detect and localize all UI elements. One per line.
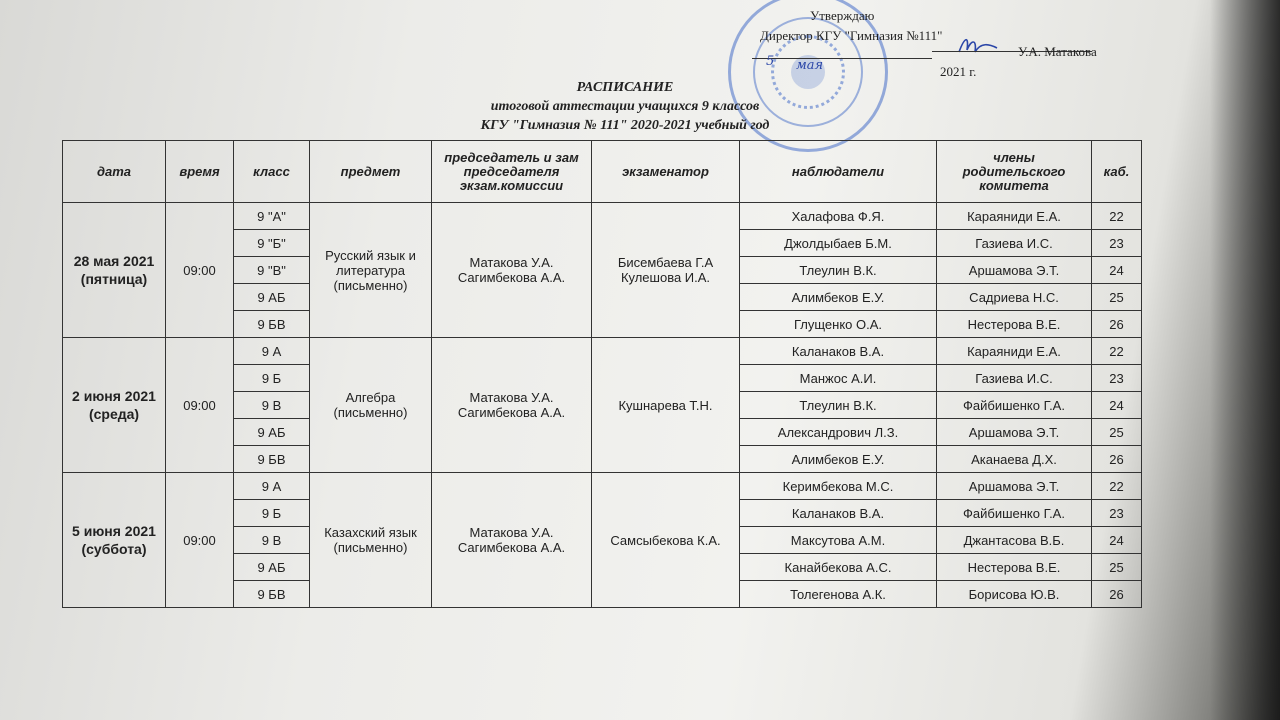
page-edge-shadow [1210,0,1280,720]
parent-committee-cell: Караяниди Е.А. [937,203,1092,230]
table-row [63,203,1142,230]
class-cell: 9 "Б" [234,230,310,257]
examiner-cell: Кушнарева Т.Н. [592,338,740,473]
class-cell: 9 АБ [234,284,310,311]
observer-cell: Тлеулин В.К. [740,392,937,419]
parent-committee-cell: Нестерова В.Е. [937,554,1092,581]
exam-time-cell: 09:00 [166,473,234,608]
observer-cell: Александрович Л.З. [740,419,937,446]
chair-cell: Матакова У.А. Сагимбекова А.А. [432,473,592,608]
room-cell: 24 [1092,392,1142,419]
parent-committee-cell: Джантасова В.Б. [937,527,1092,554]
observer-cell: Глущенко О.А. [740,311,937,338]
room-cell: 26 [1092,581,1142,608]
col-header-subject: предмет [310,141,432,203]
col-header-examiner: экзаменатор [592,141,740,203]
exam-date-cell: 5 июня 2021 (суббота) [63,473,166,608]
room-cell: 22 [1092,203,1142,230]
class-cell: 9 Б [234,500,310,527]
parent-committee-cell: Караяниди Е.А. [937,338,1092,365]
approve-label: Утверждаю [810,8,875,23]
observer-cell: Толегенова А.К. [740,581,937,608]
class-cell: 9 АБ [234,419,310,446]
observer-cell: Халафова Ф.Я. [740,203,937,230]
observer-cell: Манжос А.И. [740,365,937,392]
parent-committee-cell: Файбишенко Г.А. [937,392,1092,419]
table-header-row [63,141,1142,203]
room-cell: 23 [1092,500,1142,527]
class-cell: 9 БВ [234,311,310,338]
room-cell: 23 [1092,230,1142,257]
class-cell: 9 "В" [234,257,310,284]
subject-cell: Русский язык и литература (письменно) [310,203,432,338]
class-cell: 9 АБ [234,554,310,581]
document-subtitle: итоговой аттестации учащихся 9 классов [490,99,760,114]
room-cell: 26 [1092,311,1142,338]
class-cell: 9 "А" [234,203,310,230]
observer-cell: Тлеулин В.К. [740,257,937,284]
examiner-cell: Самсыбекова К.А. [592,473,740,608]
class-cell: 9 БВ [234,581,310,608]
date-line [752,58,932,59]
room-cell: 24 [1092,527,1142,554]
col-header-observers: наблюдатели [740,141,937,203]
table-row [63,338,1142,365]
col-header-class: класс [234,141,310,203]
col-header-room: каб. [1092,141,1142,203]
chair-cell: Матакова У.А. Сагимбекова А.А. [432,338,592,473]
col-header-chair: председатель и зам председателя экзам.комиссии [432,141,592,203]
observer-cell: Канайбекова А.С. [740,554,937,581]
exam-date-cell: 2 июня 2021 (среда) [63,338,166,473]
col-header-parent-committee: члены родительского комитета [937,141,1092,203]
examiner-cell: Бисембаева Г.А Кулешова И.А. [592,203,740,338]
observer-cell: Максутова А.М. [740,527,937,554]
parent-committee-cell: Борисова Ю.В. [937,581,1092,608]
observer-cell: Алимбеков Е.У. [740,284,937,311]
col-header-time: время [166,141,234,203]
class-cell: 9 А [234,473,310,500]
col-header-date: дата [63,141,166,203]
room-cell: 22 [1092,338,1142,365]
parent-committee-cell: Газиева И.С. [937,365,1092,392]
room-cell: 26 [1092,446,1142,473]
class-cell: 9 БВ [234,446,310,473]
room-cell: 24 [1092,257,1142,284]
observer-cell: Каланаков В.А. [740,500,937,527]
parent-committee-cell: Аршамова Э.Т. [937,473,1092,500]
room-cell: 22 [1092,473,1142,500]
chair-cell: Матакова У.А. Сагимбекова А.А. [432,203,592,338]
parent-committee-cell: Газиева И.С. [937,230,1092,257]
signature-image [955,32,1001,60]
observer-cell: Каланаков В.А. [740,338,937,365]
school-year: КГУ "Гимназия № 111" 2020-2021 учебный год [480,118,770,133]
table-row [63,473,1142,500]
approval-day: 5 [766,54,775,69]
observer-cell: Алимбеков Е.У. [740,446,937,473]
parent-committee-cell: Файбишенко Г.А. [937,500,1092,527]
parent-committee-cell: Садриева Н.С. [937,284,1092,311]
class-cell: 9 А [234,338,310,365]
observer-cell: Керимбекова М.С. [740,473,937,500]
exam-time-cell: 09:00 [166,338,234,473]
subject-cell: Казахский язык (письменно) [310,473,432,608]
approval-month: мая [796,58,824,73]
document-title: РАСПИСАНИЕ [576,80,674,95]
approver-name: У.А. Матакова [1018,44,1097,59]
parent-committee-cell: Нестерова В.Е. [937,311,1092,338]
exam-schedule-table [62,140,1142,608]
room-cell: 25 [1092,419,1142,446]
observer-cell: Джолдыбаев Б.М. [740,230,937,257]
room-cell: 23 [1092,365,1142,392]
class-cell: 9 Б [234,365,310,392]
exam-time-cell: 09:00 [166,203,234,338]
parent-committee-cell: Аршамова Э.Т. [937,257,1092,284]
room-cell: 25 [1092,284,1142,311]
exam-date-cell: 28 мая 2021 (пятница) [63,203,166,338]
subject-cell: Алгебра (письменно) [310,338,432,473]
class-cell: 9 В [234,392,310,419]
class-cell: 9 В [234,527,310,554]
director-label: Директор КГУ "Гимназия №111" [760,28,943,43]
approval-year: 2021 г. [940,64,977,79]
parent-committee-cell: Аканаева Д.Х. [937,446,1092,473]
document-heading [380,78,870,135]
room-cell: 25 [1092,554,1142,581]
parent-committee-cell: Аршамова Э.Т. [937,419,1092,446]
